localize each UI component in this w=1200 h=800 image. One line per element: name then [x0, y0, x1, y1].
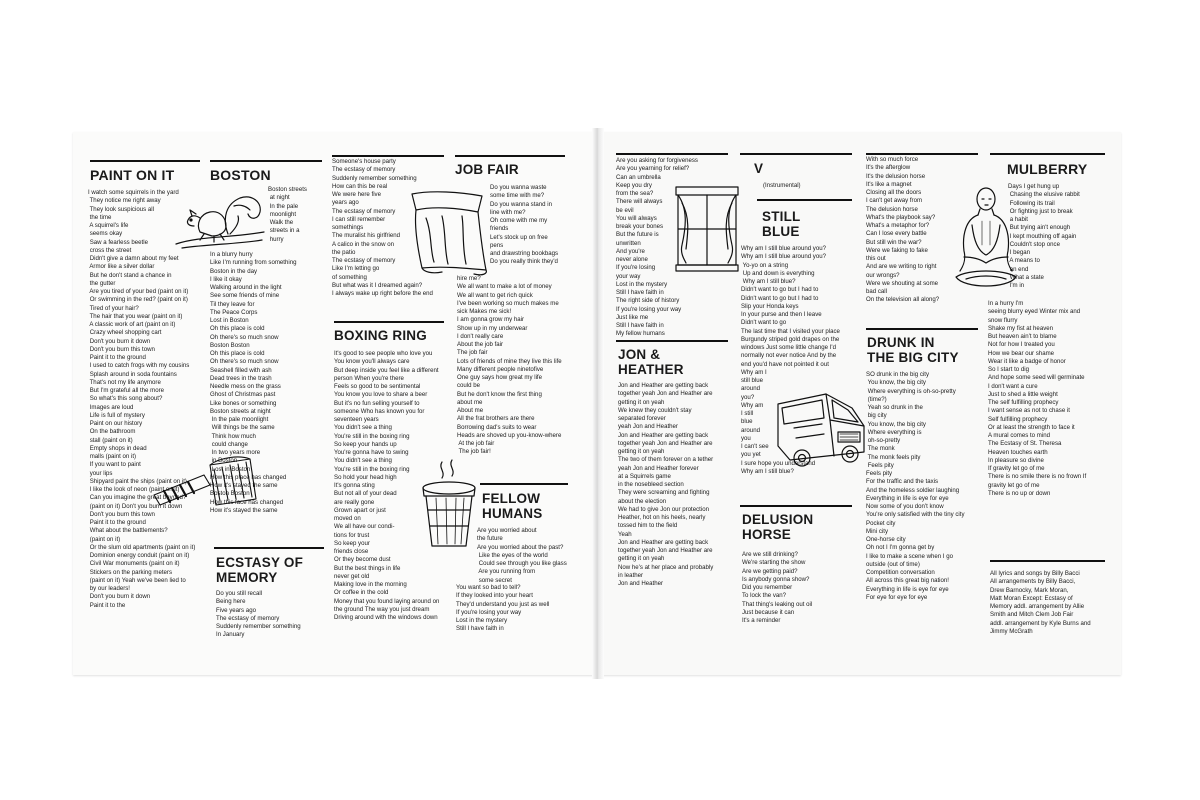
rule	[740, 505, 852, 507]
song-title-fellow-humans: FELLOW HUMANS	[482, 491, 543, 521]
song-title-still-blue: STILL BLUE	[762, 209, 801, 239]
coffee-cup-illustration	[418, 458, 480, 550]
instrumental-note: (Instrumental)	[763, 182, 801, 189]
song-title-paint-on-it: PAINT ON IT	[90, 167, 175, 183]
lyrics-job-fair-intro: Do you wanna waste some time with me? Do you wanna stand in line with me? Oh come with me my friends Let's stock up on free pens and drawstring bookbags Do you really think they'd	[490, 184, 559, 266]
rule	[757, 199, 852, 201]
cigarette-pack-illustration	[150, 455, 260, 511]
song-title-jon-and-heather: JON & HEATHER	[618, 347, 684, 377]
squirrel-illustration	[170, 188, 268, 252]
song-title-boston: BOSTON	[210, 167, 271, 183]
lyrics-fellow-humans: You want so bad to tell? If they looked into your heart They'd understand you just as well If you're losing your way Lost in the mystery Still I have faith in	[456, 584, 550, 633]
lyrics-jon-and-heather: Jon and Heather are getting back together yeah Jon and Heather are getting it on yeah We knew they couldn't stay separated forever yeah Jon and Heather Jon and Heather are getting back together yeah Jon and Heather are getting it on yeah The two of them forever on a tether yeah Jon and Heather forever at a Squirrels game in the nosebleed section They were screaming and fighting about the election We had to give Jon our protection Heather, hot on his heels, nearly tossed him to the field Yeah Jon and Heather are getting back together yeah Jon and Heather are getting it on yeah Now he's at her place and probably in leather Jon and Heather	[618, 382, 714, 587]
lyrics-still-blue: Why am I still blue around you? Why am I still blue around you? Yo-yo on a string Up and down is everything Why am I still blue? Didn't want to go but I had to Didn't want to go but I had to Slip your Honda keys In your purse and then I leave Didn't want to go The last time that I visited your place Burgundy striped gold drapes on the windows Just some little change I'd normally not ever notice And by the end you'd have not pointed it out Why am I still blue around you? Why am I still blue around you I can't see you yet I sure hope you understand Why am I still blue?	[741, 245, 840, 475]
rule	[334, 321, 444, 323]
van-illustration	[772, 390, 868, 472]
lyrics-boxing-ring: It's good to see people who love you You know you'll always care But deep inside you feel like a different person When you're there Feels so good to be sentimental You know you love to share a beer But it's no fun selling yourself to someone Who has known you for seventeen years You didn't see a thing You're still in the boxing ring So keep your hands up You're gonna have to swing You didn't see a thing You're still in the boxing ring So hold your head high It's gonna sting But not all of your dead are really gone Grown apart or just moved on We all have our condi- tions for trust So keep your friends close Or they become dust But the best things in life never get old Making love in the morning Or coffee in the cold Money that you found laying around on the ground The way you just dream Driving around with the windows down	[334, 350, 440, 621]
rule	[866, 328, 978, 330]
rule	[616, 340, 728, 342]
rule	[480, 483, 568, 485]
rule	[214, 547, 324, 549]
rule	[616, 153, 728, 155]
lyrics-job-fair: hire me? We all want to make a lot of money We all want to get rich quick I've been working so much makes me sick Makes me sick! I am gonna grow my hair Show up in my underwear I don't really care About the job fair The job fair Lots of friends of mine they live this life Many different people ninetofive One guy says how great my life could be But he don't know the first thing about me About me All the frat brothers are there Borrowing dad's suits to wear Heads are shoved up you-know-where At the job fair The job fair!	[457, 275, 562, 456]
credits: All lyrics and songs by Billy Bacci All arrangements by Billy Bacci, Drew Barnocky, Mark Moran, Matt Moran Except: Ecstasy of Memory addl. arrangement by Allie Smith and Mitch Clem Job Fair addl. arrangement by Kyle Burns and Jimmy McGrath	[990, 570, 1091, 635]
rule	[740, 153, 852, 155]
song-title-mulberry: MULBERRY	[1007, 161, 1088, 177]
center-fold	[592, 128, 604, 679]
lyrics-ecstasy-of-memory-continued: Someone's house party The ecstasy of memory Suddenly remember something How can this be real We were here five years ago The ecstasy of memory I can still remember somethings The muralist his girlfriend A calico in the snow on the patio The ecstasy of memory Like I'm letting go of something But what was it I dreamed again? I always wake up right before the end	[332, 158, 433, 297]
song-title-delusion-horse: DELUSION HORSE	[742, 512, 814, 542]
lyrics-delusion-horse-continued: With so much force It's the afterglow It's the delusion horse It's like a magnet Closing all the doors I can't get away from The delusion horse What's the playbook say? What's a metaphor for? Can I lose every battle But still win the war? Were we faking to fake this out And are we writing to right our wrongs? Were we shouting at some bad call On the television all along?	[866, 156, 940, 304]
rule	[210, 160, 322, 162]
lyrics-fellow-humans-continued: Are you asking for forgiveness Are you yearning for relief? Can an umbrella Keep you dry from the sea? There will always be evil You will always break your bones But the future is unwritten And you're never alone If you're losing your way Lost in the mystery Still I have faith in The right side of history If you're losing your way Just like me Still I have faith in My fellow humans	[616, 157, 698, 338]
rule	[90, 160, 200, 162]
song-title-ecstasy-of-memory: ECSTASY OF MEMORY	[216, 555, 304, 585]
rule	[455, 155, 565, 157]
song-title-boxing-ring: BOXING RING	[334, 328, 427, 343]
lyrics-mulberry: In a hurry I'm seeing blurry eyed Winter mix and snow flurry Shake my fist at heaven But heaven ain't to blame Not for how I treated you How we bear our shame Wear it like a badge of honor So I start to dig And hope some seed will germinate I don't want a cure Just to shed a little weight The self fulfilling prophecy I want sense as not to chase it Self fulfilling prophecy Or at least the strength to face it A mural comes to mind The Ecstasy of St. Theresa Heaven touches earth In pleasure so divine If gravity let go of me There is no smile there is no frown If gravity let go of me There is no up or down	[988, 300, 1087, 497]
song-title-job-fair: JOB FAIR	[455, 162, 519, 177]
window-illustration	[672, 183, 742, 275]
lyrics-boston-intro: Boston streets at night In the pale moonlight Walk the streets in a hurry	[268, 186, 307, 243]
lyrics-boston: In a blurry hurry Like I'm running from something Boston in the day I like it okay Walking around in the light See some friends of mine Til they leave for The Peace Corps Lost in Boston Oh this place is cold Oh there's so much snow Boston Boston Oh this place is cold Oh there's so much snow Seashell filled with ash Dead trees in the trash Needle mess on the grass Ghost of Christmas past Like bones or something Boston streets at night In the pale moonlight Will things be the same Think how much could change In two years more in Boston Lost in Boston How this place has changed How it's stayed the same Boston Boston How this face has changed How it's stayed the same	[210, 251, 297, 514]
lyrics-drunk-in-the-big-city: SO drunk in the big city You know, the big city Where everything is oh-so-pretty (time?) Yeah so drunk in the big city You know, the big city Where everything is oh-so-pretty The monk The monk feels pity Feels pity Feels pity For the traffic and the taxis And the homeless soldier laughing Everything in life is eye for eye Now some of you don't know You're only satisfied with the tiny city Pocket city Mini city One-horse city Oh not I I'm gonna get by I like to make a scene when I go outside (out of time) Competition conversation All across this great big nation! Everything in life is eye for eye For eye for eye for eye	[866, 371, 965, 601]
song-title-v: V	[754, 161, 764, 176]
lyrics-ecstasy-of-memory: Do you still recall Being here Five years ago The ecstasy of memory Suddenly remember something In January	[216, 590, 301, 639]
lyrics-mulberry-intro: Days I get hung up Chasing the elusive rabbit Following its trail Or fighting just to break a habit But trying ain't enough I kept mouthing off again Couldn't stop once I began A means to an end What a state I'm in	[1008, 183, 1080, 289]
meditating-man-illustration	[952, 185, 1018, 297]
rule	[990, 560, 1105, 562]
rule	[332, 155, 444, 157]
song-title-drunk-in-the-big-city: DRUNK IN THE BIG CITY	[867, 335, 959, 365]
lyrics-fellow-humans-intro: Are you worried about the future Are you worried about the past? Like the eyes of the world Could see through you like glass Are you running from some secret	[477, 527, 567, 584]
lyrics-delusion-horse: Are we still drinking? We're starting the show Are we getting paid? Is anybody gonna show? Did you remember To lock the van? That thing's leaking out oil Just because it can It's a reminder	[742, 551, 813, 624]
lyrics-paint-on-it: I watch some squirrels in the yard They notice me right away They look suspicious all the time A squirrel's life seems okay Saw a fearless beetle cross the street Didn't give a damn about my feet Armor like a silver dollar But he don't stand a chance in the gutter Are you tired of your bed (paint on it) Or swimming in the red? (paint on it) Tired of your hair? The hair that you wear (paint on it) A classic work of art (paint on it) Crazy wheel shopping cart Don't you burn it down Don't you burn this town Paint it to the ground I used to catch frogs with my cousins Splash around in soda fountains That's not my life anymore But I'm grateful all the more So what's this song about? Images are loud Life is full of mystery Paint on our history On the bathroom stall (paint on it) Empty shops in dead malls (paint on it) If you want to paint your lips Shipyard paint the ships (paint on it) I like the look of neon (paint on it) Can you imagine the great beyond? (paint on it) Don't you burn it down Don't you burn this town Paint it to the ground What about the battlements? (paint on it) Or the slum old apartments (paint on it) Dominion energy conduit (paint on it) Civil War monuments (paint on it) Stickers on the parking meters (paint on it) Yeah we've been lied to by our leaders! Don't you burn it down Paint it to the	[88, 189, 196, 609]
rule	[866, 153, 978, 155]
towel-illustration	[402, 188, 490, 276]
rule	[990, 153, 1105, 155]
